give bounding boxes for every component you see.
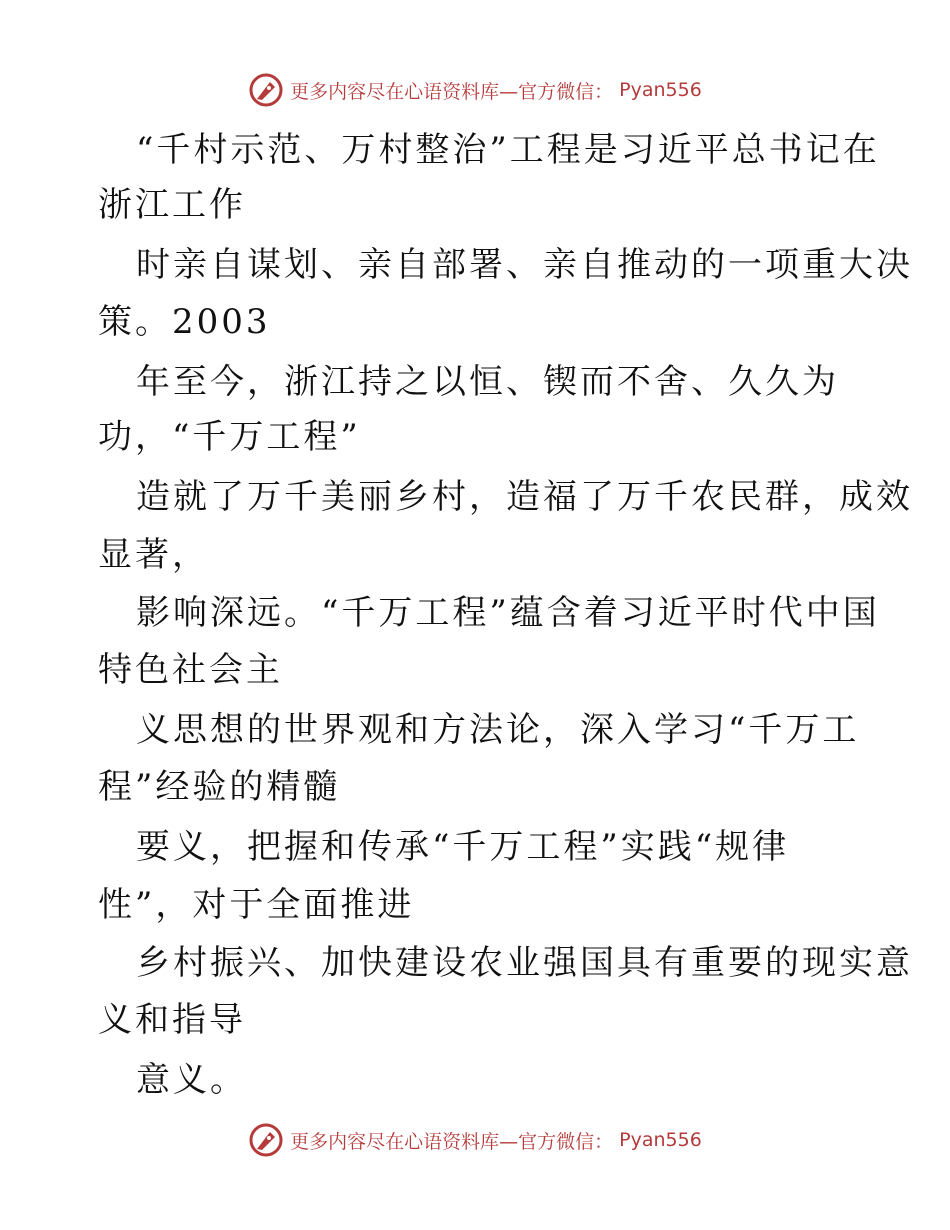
header-watermark — [0, 70, 950, 110]
text-line: 意义。 — [136, 1060, 247, 1100]
text-line: 要义，把握和传承“千万工程”实践“规律 — [136, 827, 790, 867]
text-line: 时亲自谋划、亲自部署、亲自推动的一项重大决 — [136, 245, 913, 285]
text-line: “千村示范、万村整治”工程是习近平总书记在 — [136, 130, 880, 170]
pen-nib-icon — [248, 72, 284, 108]
text-line: 造就了万千美丽乡村，造福了万千农民群，成效 — [136, 477, 913, 517]
text-line: 程”经验的精髓 — [98, 767, 341, 807]
text-line: 显著， — [98, 535, 209, 575]
watermark-text: 更多内容尽在心语资料库—官方微信： — [290, 80, 614, 103]
text-line: 年至今，浙江持之以恒、锲而不舍、久久为 — [136, 362, 839, 402]
text-line: 浙江工作 — [98, 185, 246, 225]
text-line: 义和指导 — [98, 1000, 246, 1040]
text-line: 性”，对于全面推进 — [98, 885, 415, 925]
footer-watermark — [0, 1120, 950, 1160]
text-line: 乡村振兴、加快建设农业强国具有重要的现实意 — [136, 943, 913, 983]
text-line: 影响深远。“千万工程”蕴含着习近平时代中国 — [136, 593, 880, 633]
text-line: 义思想的世界观和方法论，深入学习“千万工 — [136, 710, 860, 750]
text-line: 特色社会主 — [98, 650, 283, 690]
text-line: 策。2003 — [98, 302, 271, 342]
watermark-wechat-id: Pyan556 — [619, 79, 702, 101]
watermark-wechat-id: Pyan556 — [619, 1129, 702, 1151]
watermark-text: 更多内容尽在心语资料库—官方微信： — [290, 1130, 614, 1153]
text-line: 功，“千万工程” — [98, 417, 361, 457]
pen-nib-icon — [248, 1122, 284, 1158]
